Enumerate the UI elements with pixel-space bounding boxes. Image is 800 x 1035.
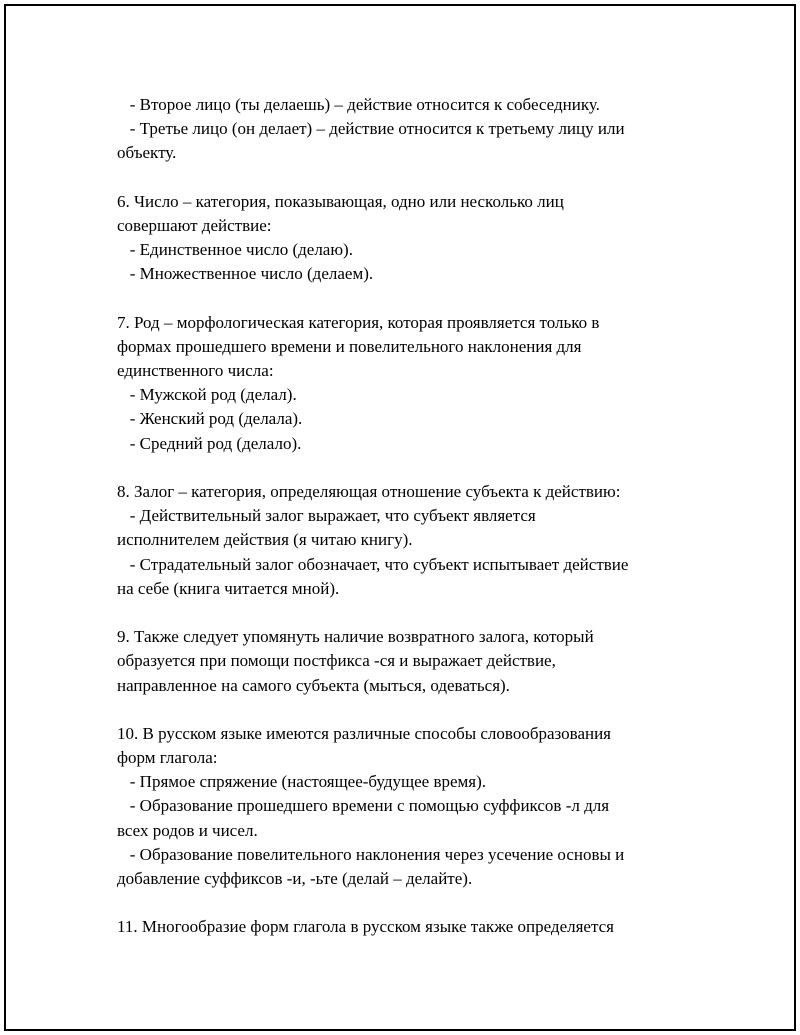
blank-line — [117, 698, 697, 722]
text-line: направленное на самого субъекта (мыться, одеваться). — [117, 675, 510, 695]
text-line: - Образование прошедшего времени с помощью суффиксов -л для — [117, 796, 610, 816]
text-line: форм глагола: — [117, 748, 218, 768]
text-line: 7. Род – морфологическая категория, которая проявляется только в — [117, 312, 600, 332]
text-line: 9. Также следует упомянуть наличие возвратного залога, который — [117, 627, 594, 647]
text-line: - Единственное число (делаю). — [117, 240, 353, 260]
text-line: - Женский род (делала). — [117, 409, 303, 429]
blank-line — [117, 166, 697, 190]
text-line: совершают действие: — [117, 215, 272, 235]
text-line: - Третье лицо (он делает) – действие относится к третьему лицу или — [117, 119, 625, 139]
text-line: объекту. — [117, 143, 177, 163]
text-line: - Множественное число (делаем). — [117, 264, 374, 284]
text-line: образуется при помощи постфикса -ся и выражает действие, — [117, 651, 556, 671]
text-line: - Страдательный залог обозначает, что субъект испытывает действие — [117, 554, 629, 574]
document-text — [117, 93, 697, 940]
text-line: - Мужской род (делал). — [117, 385, 297, 405]
text-line: - Образование повелительного наклонения через усечение основы и — [117, 844, 625, 864]
text-line: 11. Многообразие форм глагола в русском языке также определяется — [117, 917, 614, 937]
text-line: 6. Число – категория, показывающая, одно или несколько лиц — [117, 191, 564, 211]
blank-line — [117, 601, 697, 625]
text-line: добавление суффиксов -и, -ьте (делай – делайте). — [117, 869, 473, 888]
text-line: всех родов и чисел. — [117, 820, 258, 840]
text-line: исполнителем действия (я читаю книгу). — [117, 530, 413, 550]
blank-line — [117, 456, 697, 480]
text-line: - Действительный залог выражает, что субъект является — [117, 506, 536, 526]
text-line: формах прошедшего времени и повелительного наклонения для — [117, 336, 582, 356]
text-line: 10. В русском языке имеются различные способы словообразования — [117, 723, 612, 743]
blank-line — [117, 891, 697, 915]
text-line: на себе (книга читается мной). — [117, 578, 340, 598]
text-line: - Средний род (делало). — [117, 433, 302, 453]
blank-line — [117, 287, 697, 311]
text-line: единственного числа: — [117, 361, 274, 381]
text-line: 8. Залог – категория, определяющая отношение субъекта к действию: — [117, 482, 621, 501]
text-line: - Прямое спряжение (настоящее-будущее время). — [117, 772, 487, 792]
text-line: - Второе лицо (ты делаешь) – действие относится к собеседнику. — [117, 95, 600, 114]
